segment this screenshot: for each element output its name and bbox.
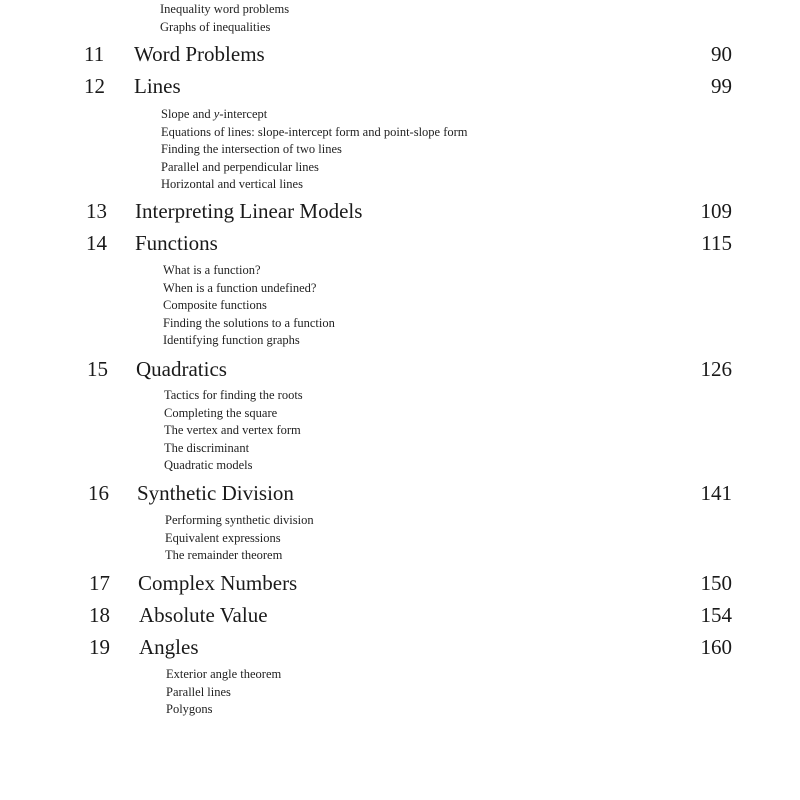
subsection-item[interactable]: The remainder theorem (165, 548, 283, 563)
subsection-item[interactable]: Finding the solutions to a function (163, 315, 335, 330)
chapter-title[interactable]: Absolute Value (139, 603, 268, 627)
subsection-list (166, 666, 281, 719)
subsection-item[interactable]: The discriminant (164, 440, 250, 455)
subsection-item[interactable]: When is a function undefined? (163, 280, 317, 295)
chapter-page-number: 126 (700, 357, 732, 381)
subsection-item[interactable]: What is a function? (163, 263, 261, 277)
subsection-item[interactable]: Polygons (166, 702, 213, 717)
subsection-item[interactable]: Composite functions (163, 298, 267, 313)
subsection-item[interactable]: Graphs of inequalities (160, 19, 271, 34)
subsection-item[interactable]: Inequality word problems (160, 2, 290, 16)
chapter-page-number: 90 (711, 42, 732, 66)
chapter-number: 14 (86, 231, 107, 255)
subsection-item[interactable]: Tactics for finding the roots (164, 388, 303, 402)
subsection-list (164, 387, 303, 475)
chapter-title[interactable]: Interpreting Linear Models (135, 199, 363, 223)
subsection-list (161, 106, 468, 194)
subsection-item[interactable]: Equivalent expressions (165, 530, 281, 545)
chapter-page-number: 160 (700, 635, 732, 659)
chapter-entry-13[interactable] (0, 197, 800, 225)
chapter-number: 19 (89, 635, 110, 659)
chapter-number: 17 (89, 571, 110, 595)
subsection-text: Slope and y-intercept (161, 107, 268, 121)
subsection-item[interactable]: Parallel and perpendicular lines (161, 159, 319, 174)
subsection-list (165, 512, 314, 565)
subsection-list (163, 262, 335, 350)
subsection-item[interactable]: Completing the square (164, 405, 278, 420)
chapter-number: 11 (84, 42, 105, 66)
math-variable: y (213, 107, 220, 121)
chapter-title[interactable]: Word Problems (134, 42, 265, 66)
chapter-number: 12 (84, 74, 105, 98)
chapter-entry-11[interactable] (0, 40, 800, 68)
chapter-number: 16 (88, 481, 109, 505)
subsection-item[interactable]: Parallel lines (166, 684, 231, 699)
chapter-number: 18 (89, 603, 110, 627)
chapter-entry-18[interactable] (0, 601, 800, 629)
chapter-page-number: 141 (700, 481, 732, 505)
subsection-item[interactable]: Equations of lines: slope-intercept form and point-slope form (161, 124, 468, 139)
chapter-entry-15[interactable] (0, 355, 800, 383)
chapter-title[interactable]: Synthetic Division (137, 481, 294, 505)
chapter-entry-16[interactable] (0, 479, 800, 507)
chapter-entry-12[interactable] (0, 72, 800, 100)
chapter-entry-19[interactable] (0, 633, 800, 661)
subsection-item[interactable]: The vertex and vertex form (164, 423, 301, 438)
subsection-item[interactable] (161, 106, 468, 124)
chapter-title[interactable]: Lines (134, 74, 181, 98)
chapter-number: 15 (87, 357, 108, 381)
chapter-title[interactable]: Functions (135, 231, 218, 255)
subsection-item[interactable]: Horizontal and vertical lines (161, 177, 303, 192)
chapter-entry-14[interactable] (0, 229, 800, 257)
chapter-number: 13 (86, 199, 107, 223)
chapter-page-number: 99 (711, 74, 732, 98)
subsection-item[interactable]: Exterior angle theorem (166, 667, 282, 681)
chapter-page-number: 115 (701, 231, 732, 255)
chapter-entry-17[interactable] (0, 569, 800, 597)
chapter-title[interactable]: Quadratics (136, 357, 227, 381)
chapter-page-number: 154 (700, 603, 732, 627)
subsection-list (160, 1, 289, 36)
chapter-title[interactable]: Complex Numbers (138, 571, 298, 595)
subsection-item[interactable]: Finding the intersection of two lines (161, 142, 342, 157)
chapter-title[interactable]: Angles (139, 635, 199, 659)
chapter-page-number: 109 (700, 199, 732, 223)
subsection-item[interactable]: Identifying function graphs (163, 333, 300, 348)
chapter-page-number: 150 (700, 571, 732, 595)
subsection-item[interactable]: Quadratic models (164, 458, 253, 473)
subsection-item[interactable]: Performing synthetic division (165, 513, 314, 527)
